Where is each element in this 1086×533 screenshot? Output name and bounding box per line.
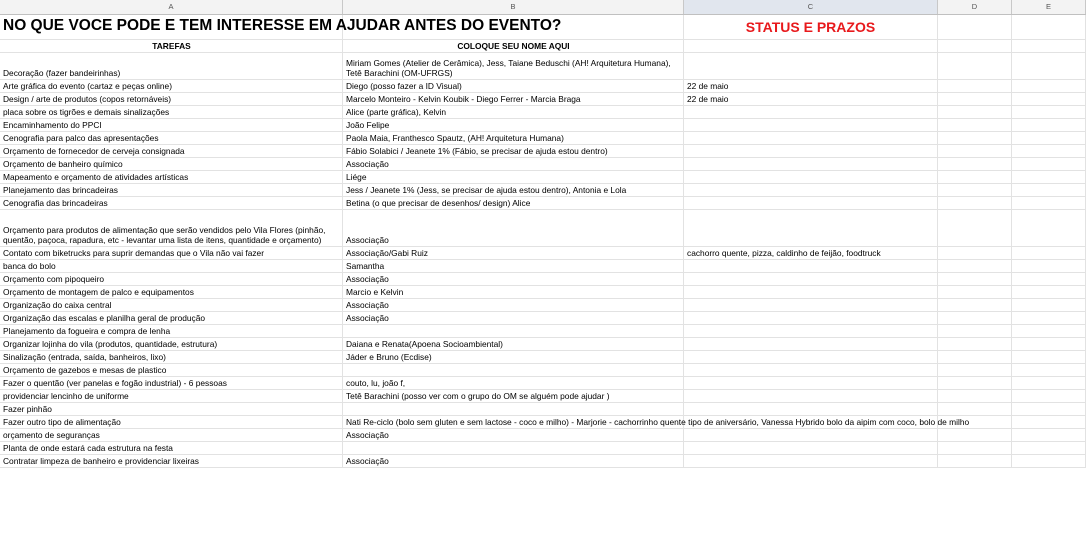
cell[interactable] [1012,390,1086,403]
names-cell[interactable]: Diego (posso fazer a ID Visual) [343,80,684,93]
status-cell[interactable] [684,312,938,325]
table-row [0,416,1086,429]
cell[interactable] [938,364,1012,377]
names-cell[interactable]: Alice (parte gráfica), Kelvin [343,106,684,119]
task-cell[interactable]: Organizar lojinha do vila (produtos, quantidade, estrutura) [0,338,343,351]
names-cell[interactable] [343,442,684,455]
task-cell[interactable]: Orçamento de gazebos e mesas de plastico [0,364,343,377]
task-cell[interactable]: Orçamento de fornecedor de cerveja consignada [0,145,343,158]
cell[interactable] [938,145,1012,158]
cell[interactable] [1012,158,1086,171]
column-header-bar [0,0,1086,15]
names-cell[interactable]: Associação [343,210,684,247]
table-row [0,132,1086,145]
task-cell[interactable]: Mapeamento e orçamento de atividades artísticas [0,171,343,184]
names-cell[interactable]: Paola Maia, Franthesco Spautz, (AH! Arquitetura Humana) [343,132,684,145]
status-cell[interactable] [684,53,938,80]
names-cell[interactable]: Nati Re-ciclo (bolo sem gluten e sem lactose - coco e milho) - Marjorie - cachorrinho quente tipo de aniversário, Vanessa Hybrido bolo da aipim com coco, bolo de milho [343,416,684,429]
cell[interactable] [1012,132,1086,145]
cell[interactable] [1012,80,1086,93]
status-cell[interactable] [684,377,938,390]
table-row [0,299,1086,312]
cell[interactable] [1012,299,1086,312]
names-cell[interactable]: Associação [343,455,684,468]
cell[interactable] [938,377,1012,390]
status-cell[interactable] [684,455,938,468]
cell[interactable] [938,429,1012,442]
table-row [0,184,1086,197]
cell[interactable] [938,171,1012,184]
status-cell[interactable] [684,286,938,299]
cell[interactable] [938,403,1012,416]
tasks-header[interactable]: TAREFAS [0,40,343,53]
names-cell[interactable]: Associação [343,312,684,325]
names-cell[interactable]: Associação [343,429,684,442]
status-cell[interactable] [684,106,938,119]
sheet-title: NO QUE VOCE PODE E TEM INTERESSE EM AJUDAR ANTES DO EVENTO? [3,17,562,34]
table-row [0,80,1086,93]
names-cell[interactable]: João Felipe [343,119,684,132]
task-cell[interactable]: Fazer outro tipo de alimentação [0,416,343,429]
names-cell[interactable]: Betina (o que precisar de desenhos/ design) Alice [343,197,684,210]
cell[interactable] [938,247,1012,260]
cell[interactable] [938,390,1012,403]
cell[interactable] [938,184,1012,197]
task-cell[interactable]: Design / arte de produtos (copos retornáveis) [0,93,343,106]
cell[interactable] [1012,455,1086,468]
status-title[interactable]: STATUS E PRAZOS [684,15,938,40]
task-cell[interactable]: providenciar lencinho de uniforme [0,390,343,403]
cell[interactable] [1012,210,1086,247]
column-header-d[interactable]: D [938,0,1012,14]
status-cell[interactable]: cachorro quente, pizza, caldinho de feijão, foodtruck [684,247,938,260]
cell[interactable] [1012,197,1086,210]
cell[interactable] [1012,416,1086,429]
task-cell[interactable]: Orçamento para produtos de alimentação que serão vendidos pelo Vila Flores (pinhão, quentão, paçoca, rapadura, etc - levantar uma lista de itens, quantidade e orçamento) [0,210,343,247]
table-row [0,119,1086,132]
cell[interactable] [1012,15,1086,40]
title-row [0,15,1086,40]
task-cell[interactable]: Orçamento de banheiro químico [0,158,343,171]
table-row [0,93,1086,106]
cell[interactable] [938,93,1012,106]
task-cell[interactable]: Contato com biketrucks para suprir demandas que o Vila não vai fazer [0,247,343,260]
status-cell[interactable] [684,132,938,145]
task-cell[interactable]: Planejamento das brincadeiras [0,184,343,197]
names-header[interactable]: COLOQUE SEU NOME AQUI [343,40,684,53]
column-header-c[interactable]: C [684,0,938,14]
cell[interactable] [1012,171,1086,184]
cell[interactable] [1012,93,1086,106]
task-cell[interactable]: Decoração (fazer bandeirinhas) [0,53,343,80]
cell[interactable] [938,312,1012,325]
table-row [0,377,1086,390]
table-row [0,106,1086,119]
table-row [0,286,1086,299]
table-row [0,171,1086,184]
cell[interactable] [938,15,1012,40]
cell[interactable] [938,132,1012,145]
cell[interactable] [1012,351,1086,364]
task-cell[interactable]: Organização das escalas e planilha geral de produção [0,312,343,325]
cell[interactable] [938,325,1012,338]
status-cell[interactable] [684,171,938,184]
cell[interactable] [938,455,1012,468]
cell[interactable] [938,53,1012,80]
status-cell[interactable] [684,184,938,197]
cell[interactable] [1012,145,1086,158]
cell[interactable] [938,442,1012,455]
names-cell[interactable]: Tetê Barachini (posso ver com o grupo do OM se alguém pode ajudar ) [343,390,684,403]
table-row [0,351,1086,364]
cell[interactable] [1012,377,1086,390]
task-cell[interactable]: Orçamento com pipoqueiro [0,273,343,286]
column-header-b[interactable]: B [343,0,684,14]
status-cell[interactable] [684,442,938,455]
cell[interactable] [938,273,1012,286]
names-cell[interactable]: Samantha [343,260,684,273]
names-cell[interactable]: Jess / Jeanete 1% (Jess, se precisar de ajuda estou dentro), Antonia e Lola [343,184,684,197]
cell[interactable] [938,40,1012,53]
cell[interactable] [1012,325,1086,338]
names-cell[interactable]: Liége [343,171,684,184]
cell[interactable] [1012,364,1086,377]
cell[interactable] [938,286,1012,299]
task-cell[interactable]: Sinalização (entrada, saída, banheiros, lixo) [0,351,343,364]
table-row [0,364,1086,377]
cell[interactable] [938,338,1012,351]
names-cell[interactable]: Fábio Solabici / Jeanete 1% (Fábio, se precisar de ajuda estou dentro) [343,145,684,158]
status-cell[interactable] [684,364,938,377]
status-cell[interactable] [684,145,938,158]
column-header-e[interactable]: E [1012,0,1086,14]
cell[interactable] [1012,247,1086,260]
cell[interactable] [1012,312,1086,325]
cell[interactable] [1012,273,1086,286]
task-cell[interactable]: Organização do caixa central [0,299,343,312]
table-body [0,53,1086,468]
cell[interactable] [938,351,1012,364]
table-row [0,145,1086,158]
status-cell[interactable] [684,338,938,351]
status-cell[interactable] [684,197,938,210]
cell[interactable] [1012,106,1086,119]
cell[interactable] [938,260,1012,273]
task-cell[interactable]: Cenografia das brincadeiras [0,197,343,210]
cell[interactable] [1012,403,1086,416]
status-cell[interactable] [684,210,938,247]
cell[interactable] [1012,429,1086,442]
names-cell[interactable]: Marcio e Kelvin [343,286,684,299]
cell[interactable] [1012,53,1086,80]
names-cell[interactable]: Associação [343,299,684,312]
table-row [0,53,1086,80]
names-cell[interactable]: couto, lu, joão f, [343,377,684,390]
table-row [0,312,1086,325]
task-cell[interactable]: Arte gráfica do evento (cartaz e peças online) [0,80,343,93]
names-cell[interactable]: Marcelo Monteiro - Kelvin Koubik - Diego Ferrer - Marcia Braga [343,93,684,106]
status-cell[interactable] [684,325,938,338]
header-row [0,40,1086,53]
names-cell[interactable]: Daiana e Renata(Apoena Socioambiental) [343,338,684,351]
status-cell[interactable] [684,351,938,364]
names-cell[interactable]: Associação [343,273,684,286]
task-cell[interactable]: placa sobre os tigrões e demais sinalizações [0,106,343,119]
title-cell[interactable] [0,15,562,40]
table-row [0,442,1086,455]
status-cell[interactable] [684,273,938,286]
table-row [0,403,1086,416]
table-row [0,260,1086,273]
column-header-a[interactable]: A [0,0,343,14]
table-row [0,197,1086,210]
table-row [0,390,1086,403]
cell[interactable] [1012,260,1086,273]
cell[interactable] [684,40,938,53]
cell[interactable] [1012,286,1086,299]
table-row [0,429,1086,442]
cell[interactable] [1012,442,1086,455]
status-cell[interactable]: 22 de maio [684,80,938,93]
cell[interactable] [1012,119,1086,132]
task-cell[interactable]: Fazer pinhão [0,403,343,416]
task-cell[interactable]: Contratar limpeza de banheiro e providenciar lixeiras [0,455,343,468]
table-row [0,247,1086,260]
task-cell[interactable]: banca do bolo [0,260,343,273]
task-cell[interactable]: Fazer o quentão (ver panelas e fogão industrial) - 6 pessoas [0,377,343,390]
cell[interactable] [938,299,1012,312]
table-row [0,338,1086,351]
task-cell[interactable]: Planta de onde estará cada estrutura na festa [0,442,343,455]
status-cell[interactable] [684,390,938,403]
names-cell[interactable] [343,364,684,377]
cell[interactable] [938,80,1012,93]
cell[interactable] [938,119,1012,132]
names-cell[interactable] [343,403,684,416]
status-cell[interactable] [684,299,938,312]
status-cell[interactable] [684,260,938,273]
cell[interactable] [1012,338,1086,351]
names-cell[interactable] [343,325,684,338]
names-cell[interactable]: Associação/Gabi Ruiz [343,247,684,260]
table-row [0,273,1086,286]
cell[interactable] [938,106,1012,119]
status-cell[interactable] [684,429,938,442]
names-cell[interactable]: Jáder e Bruno (Ecdise) [343,351,684,364]
table-row [0,455,1086,468]
cell[interactable] [938,158,1012,171]
task-cell[interactable]: Cenografia para palco das apresentações [0,132,343,145]
status-cell[interactable] [684,119,938,132]
task-cell[interactable]: Planejamento da fogueira e compra de lenha [0,325,343,338]
status-cell[interactable] [684,158,938,171]
table-row [0,158,1086,171]
names-cell[interactable]: Associação [343,158,684,171]
cell[interactable] [938,210,1012,247]
names-cell[interactable]: Miriam Gomes (Atelier de Cerâmica), Jess, Taiane Beduschi (AH! Arquitetura Humana), Tetê Barachini (OM-UFRGS) [343,53,684,80]
task-cell[interactable]: orçamento de seguranças [0,429,343,442]
cell[interactable] [1012,40,1086,53]
task-cell[interactable]: Encaminhamento do PPCI [0,119,343,132]
table-row [0,325,1086,338]
task-cell[interactable]: Orçamento de montagem de palco e equipamentos [0,286,343,299]
status-cell[interactable]: 22 de maio [684,93,938,106]
table-row [0,210,1086,247]
status-cell[interactable] [684,403,938,416]
cell[interactable] [938,197,1012,210]
cell[interactable] [1012,184,1086,197]
